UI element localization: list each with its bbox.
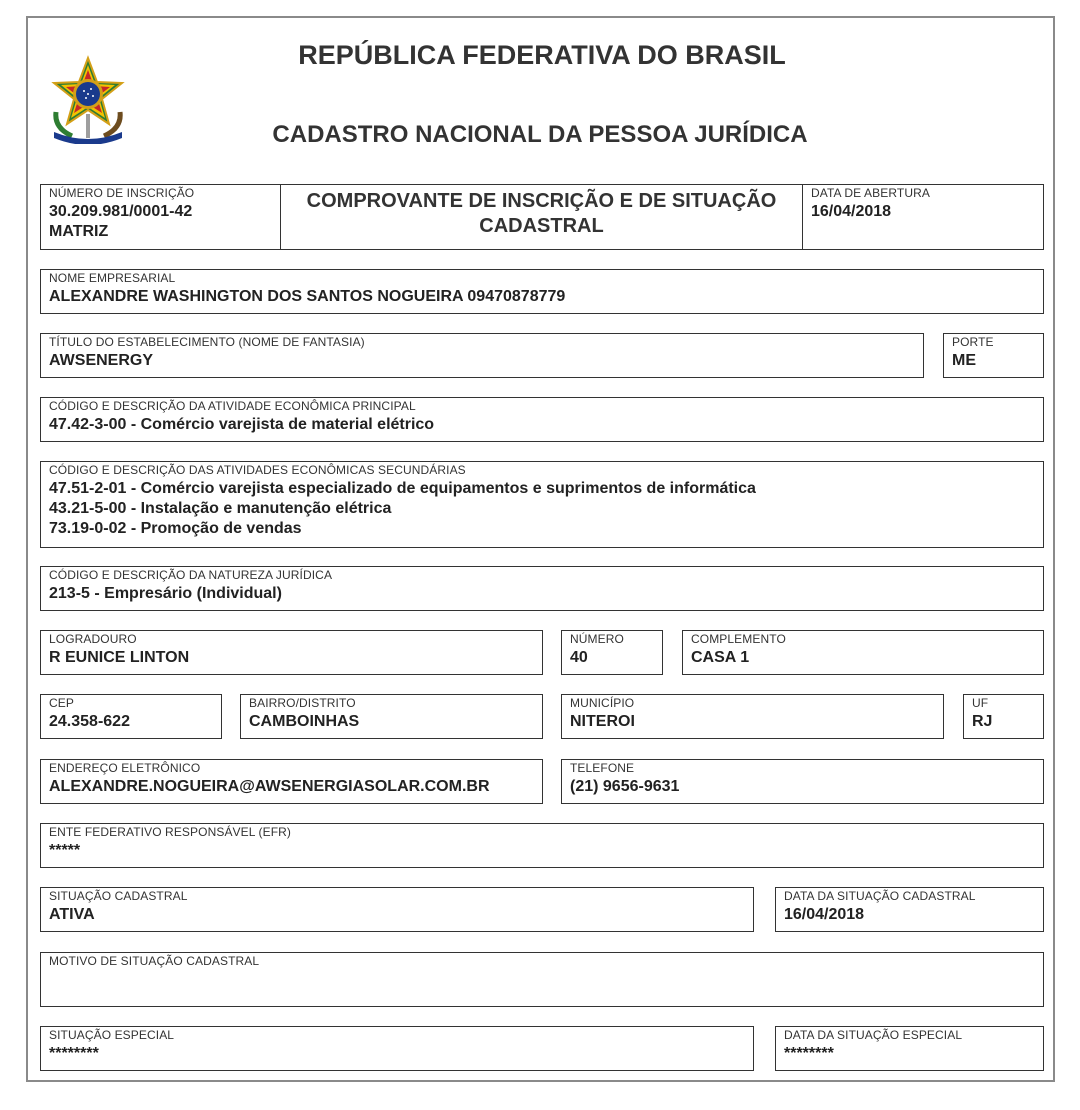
field-value: *****	[49, 842, 81, 859]
field-label: NÚMERO	[570, 632, 624, 646]
field-label: NÚMERO DE INSCRIÇÃO	[49, 186, 195, 200]
secondary-activity-item: 43.21-5-00 - Instalação e manutenção elétrica	[49, 500, 392, 517]
secondary-activity-item: 73.19-0-02 - Promoção de vendas	[49, 520, 302, 537]
field-label: ENTE FEDERATIVO RESPONSÁVEL (EFR)	[49, 825, 292, 839]
registry-title: CADASTRO NACIONAL DA PESSOA JURÍDICA	[272, 121, 808, 148]
field-value: 213-5 - Empresário (Individual)	[49, 585, 282, 602]
field-value: 40	[570, 649, 588, 666]
field-label: TELEFONE	[570, 761, 635, 775]
field-value: 24.358-622	[49, 713, 130, 730]
email-field	[40, 759, 543, 804]
field-label: CÓDIGO E DESCRIÇÃO DA ATIVIDADE ECONÔMICA PRINCIPAL	[49, 399, 416, 413]
cep-field	[40, 694, 222, 739]
numero-field	[561, 630, 663, 675]
field-label: MUNICÍPIO	[570, 696, 635, 710]
field-value: ALEXANDRE.NOGUEIRA@AWSENERGIASOLAR.COM.BR	[49, 778, 490, 795]
field-label: CÓDIGO E DESCRIÇÃO DAS ATIVIDADES ECONÔMICAS SECUNDÁRIAS	[49, 463, 466, 477]
nome-empresarial-field	[40, 269, 1044, 314]
secondary-activity-item: 47.51-2-01 - Comércio varejista especializado de equipamentos e suprimentos de informática	[49, 480, 756, 497]
field-label: TÍTULO DO ESTABELECIMENTO (NOME DE FANTASIA)	[49, 335, 365, 349]
field-value: AWSENERGY	[49, 352, 154, 369]
field-value: R EUNICE LINTON	[49, 649, 190, 666]
field-value: 47.42-3-00 - Comércio varejista de material elétrico	[49, 416, 435, 433]
atividade-principal-field	[40, 397, 1044, 442]
data-situacao-cadastral-field	[775, 887, 1044, 932]
field-label: SITUAÇÃO CADASTRAL	[49, 889, 188, 903]
complemento-field	[682, 630, 1044, 675]
data-abertura-field	[802, 184, 1044, 250]
field-value-matriz: MATRIZ	[49, 223, 109, 240]
data-situacao-especial-field	[775, 1026, 1044, 1071]
field-value: 16/04/2018	[784, 906, 865, 923]
document-title-box	[280, 184, 803, 250]
numero-inscricao-field	[40, 184, 281, 250]
field-label: SITUAÇÃO ESPECIAL	[49, 1028, 175, 1042]
field-value: ATIVA	[49, 906, 95, 923]
field-value: CASA 1	[691, 649, 750, 666]
field-label: UF	[972, 696, 989, 710]
document-title: COMPROVANTE DE INSCRIÇÃO E DE SITUAÇÃO CADASTRAL	[306, 190, 777, 237]
field-label: NOME EMPRESARIAL	[49, 271, 176, 285]
porte-field	[943, 333, 1044, 378]
field-value: RJ	[972, 713, 993, 730]
field-label: COMPLEMENTO	[691, 632, 786, 646]
field-label: DATA DA SITUAÇÃO ESPECIAL	[784, 1028, 963, 1042]
logradouro-field	[40, 630, 543, 675]
field-label: MOTIVO DE SITUAÇÃO CADASTRAL	[49, 954, 260, 968]
field-label: CEP	[49, 696, 74, 710]
situacao-especial-field	[40, 1026, 754, 1071]
field-label: BAIRRO/DISTRITO	[249, 696, 356, 710]
atividades-secundarias-field	[40, 461, 1044, 548]
efr-field	[40, 823, 1044, 868]
natureza-juridica-field	[40, 566, 1044, 611]
field-label: DATA DA SITUAÇÃO CADASTRAL	[784, 889, 976, 903]
situacao-cadastral-field	[40, 887, 754, 932]
uf-field	[963, 694, 1044, 739]
field-value: NITEROI	[570, 713, 635, 730]
field-value: ALEXANDRE WASHINGTON DOS SANTOS NOGUEIRA 09470878779	[49, 288, 566, 305]
field-value: ********	[784, 1045, 834, 1062]
field-value: ME	[952, 352, 976, 369]
field-value: 16/04/2018	[811, 203, 892, 220]
field-value: (21) 9656-9631	[570, 778, 680, 795]
field-label: PORTE	[952, 335, 994, 349]
municipio-field	[561, 694, 944, 739]
field-label: ENDEREÇO ELETRÔNICO	[49, 761, 201, 775]
telefone-field	[561, 759, 1044, 804]
field-value: ********	[49, 1045, 99, 1062]
motivo-situacao-field	[40, 952, 1044, 1007]
titulo-estabelecimento-field	[40, 333, 924, 378]
field-value: 30.209.981/0001-42	[49, 203, 193, 220]
bairro-field	[240, 694, 543, 739]
field-label: DATA DE ABERTURA	[811, 186, 930, 200]
country-title: REPÚBLICA FEDERATIVA DO BRASIL	[298, 40, 786, 70]
field-label: LOGRADOURO	[49, 632, 137, 646]
field-value: CAMBOINHAS	[249, 713, 360, 730]
field-label: CÓDIGO E DESCRIÇÃO DA NATUREZA JURÍDICA	[49, 568, 333, 582]
